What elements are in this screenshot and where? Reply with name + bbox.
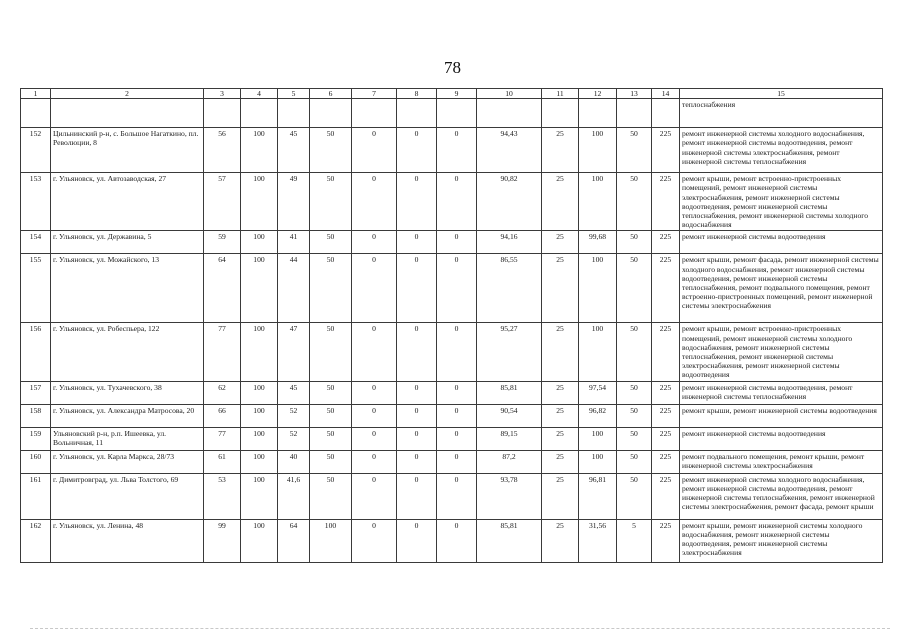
value-col-8: 0 (397, 173, 437, 231)
column-number: 15 (680, 89, 883, 99)
value-col-10: 85,81 (477, 381, 542, 404)
value-col-9: 0 (437, 381, 477, 404)
value-col-6: 50 (310, 450, 352, 473)
value-col-3: 77 (204, 323, 241, 381)
table-cell (542, 99, 579, 128)
value-col-8: 0 (397, 427, 437, 450)
table-row (21, 473, 883, 519)
value-col-11: 25 (542, 173, 579, 231)
table-cell (51, 99, 204, 128)
value-col-14: 225 (652, 427, 680, 450)
table-row (21, 381, 883, 404)
value-col-5: 45 (278, 128, 310, 173)
table-row (21, 427, 883, 450)
address-cell: г. Ульяновск, ул. Державина, 5 (51, 231, 204, 254)
address-cell: г. Ульяновск, ул. Робеспьера, 122 (51, 323, 204, 381)
work-description: ремонт инженерной системы водоотведения, ремонт инженерной системы теплоснабжения (680, 381, 883, 404)
row-number: 160 (21, 450, 51, 473)
value-col-13: 50 (617, 427, 652, 450)
value-col-14: 225 (652, 473, 680, 519)
value-col-4: 100 (241, 173, 278, 231)
value-col-4: 100 (241, 323, 278, 381)
value-col-10: 90,54 (477, 404, 542, 427)
value-col-11: 25 (542, 427, 579, 450)
value-col-9: 0 (437, 323, 477, 381)
value-col-13: 5 (617, 519, 652, 562)
table-cell (579, 99, 617, 128)
table-body (21, 99, 883, 562)
row-number: 162 (21, 519, 51, 562)
row-number: 157 (21, 381, 51, 404)
table-cell (437, 99, 477, 128)
column-number: 9 (437, 89, 477, 99)
table-row (21, 404, 883, 427)
value-col-12: 100 (579, 128, 617, 173)
value-col-4: 100 (241, 404, 278, 427)
value-col-9: 0 (437, 519, 477, 562)
value-col-14: 225 (652, 231, 680, 254)
address-cell: г. Ульяновск, ул. Тухачевского, 38 (51, 381, 204, 404)
value-col-13: 50 (617, 231, 652, 254)
work-description: теплоснабжения (680, 99, 883, 128)
value-col-12: 96,81 (579, 473, 617, 519)
value-col-7: 0 (352, 381, 397, 404)
value-col-5: 40 (278, 450, 310, 473)
value-col-6: 50 (310, 473, 352, 519)
column-number: 12 (579, 89, 617, 99)
value-col-10: 94,16 (477, 231, 542, 254)
value-col-10: 93,78 (477, 473, 542, 519)
value-col-7: 0 (352, 519, 397, 562)
column-number: 7 (352, 89, 397, 99)
value-col-9: 0 (437, 404, 477, 427)
value-col-9: 0 (437, 254, 477, 323)
value-col-6: 100 (310, 519, 352, 562)
value-col-7: 0 (352, 231, 397, 254)
value-col-11: 25 (542, 381, 579, 404)
table-cell (617, 99, 652, 128)
housing-repair-table (20, 88, 883, 563)
value-col-5: 52 (278, 427, 310, 450)
address-cell: Цильнинский р-н, с. Большое Нагаткино, пл. Революции, 8 (51, 128, 204, 173)
value-col-4: 100 (241, 450, 278, 473)
value-col-14: 225 (652, 381, 680, 404)
address-cell: г. Димитровград, ул. Льва Толстого, 69 (51, 473, 204, 519)
value-col-9: 0 (437, 427, 477, 450)
value-col-14: 225 (652, 404, 680, 427)
table-cell (310, 99, 352, 128)
row-number: 152 (21, 128, 51, 173)
value-col-8: 0 (397, 473, 437, 519)
value-col-8: 0 (397, 519, 437, 562)
address-cell: г. Ульяновск, ул. Можайского, 13 (51, 254, 204, 323)
value-col-5: 52 (278, 404, 310, 427)
value-col-6: 50 (310, 381, 352, 404)
value-col-7: 0 (352, 254, 397, 323)
row-number: 161 (21, 473, 51, 519)
value-col-5: 45 (278, 381, 310, 404)
value-col-6: 50 (310, 173, 352, 231)
value-col-6: 50 (310, 254, 352, 323)
value-col-7: 0 (352, 473, 397, 519)
value-col-3: 56 (204, 128, 241, 173)
value-col-6: 50 (310, 404, 352, 427)
column-number: 2 (51, 89, 204, 99)
value-col-4: 100 (241, 381, 278, 404)
value-col-9: 0 (437, 450, 477, 473)
value-col-12: 100 (579, 254, 617, 323)
page-bottom-rule (30, 628, 890, 629)
row-number: 153 (21, 173, 51, 231)
value-col-12: 100 (579, 427, 617, 450)
value-col-4: 100 (241, 519, 278, 562)
value-col-3: 62 (204, 381, 241, 404)
value-col-13: 50 (617, 381, 652, 404)
address-cell: г. Ульяновск, ул. Александра Матросова, 20 (51, 404, 204, 427)
work-description: ремонт крыши, ремонт встроенно-пристроенных помещений, ремонт инженерной системы электроснабжения, ремонт инженерной системы водоотведения, ремонт инженерной системы теплоснабжения, ремонт инженерной системы холодного водоснабжения (680, 173, 883, 231)
table-row (21, 519, 883, 562)
value-col-12: 100 (579, 323, 617, 381)
work-description: ремонт крыши, ремонт фасада, ремонт инженерной системы холодного водоснабжения, ремонт инженерной системы водоотведения, ремонт инженерной системы теплоснабжения, ремонт подвального помещения, ремонт встроенно-пристроенных помещений, ремонт инженерной системы электроснабжения (680, 254, 883, 323)
value-col-7: 0 (352, 323, 397, 381)
value-col-5: 41,6 (278, 473, 310, 519)
value-col-6: 50 (310, 231, 352, 254)
value-col-3: 99 (204, 519, 241, 562)
table-row (21, 450, 883, 473)
value-col-11: 25 (542, 128, 579, 173)
value-col-3: 57 (204, 173, 241, 231)
table-row (21, 254, 883, 323)
value-col-11: 25 (542, 404, 579, 427)
address-cell: г. Ульяновск, ул. Ленина, 48 (51, 519, 204, 562)
value-col-5: 49 (278, 173, 310, 231)
value-col-14: 225 (652, 450, 680, 473)
continuation-row (21, 99, 883, 128)
value-col-5: 44 (278, 254, 310, 323)
table-cell (477, 99, 542, 128)
value-col-11: 25 (542, 519, 579, 562)
value-col-3: 77 (204, 427, 241, 450)
row-number: 154 (21, 231, 51, 254)
work-description: ремонт крыши, ремонт встроенно-пристроенных помещений, ремонт инженерной системы холодного водоснабжения, ремонт инженерной системы теплоснабжения, ремонт инженерной системы электроснабжения, ремонт инженерной системы водоотведения (680, 323, 883, 381)
value-col-5: 64 (278, 519, 310, 562)
work-description: ремонт подвального помещения, ремонт крыши, ремонт инженерной системы электроснабжения (680, 450, 883, 473)
column-number: 11 (542, 89, 579, 99)
table-cell (204, 99, 241, 128)
address-cell: г. Ульяновск, ул. Автозаводская, 27 (51, 173, 204, 231)
value-col-10: 89,15 (477, 427, 542, 450)
work-description: ремонт инженерной системы водоотведения (680, 231, 883, 254)
value-col-7: 0 (352, 404, 397, 427)
value-col-13: 50 (617, 323, 652, 381)
value-col-12: 97,54 (579, 381, 617, 404)
value-col-9: 0 (437, 173, 477, 231)
table-row (21, 128, 883, 173)
row-number: 155 (21, 254, 51, 323)
value-col-12: 100 (579, 173, 617, 231)
value-col-3: 64 (204, 254, 241, 323)
column-number: 5 (278, 89, 310, 99)
value-col-8: 0 (397, 404, 437, 427)
row-number: 158 (21, 404, 51, 427)
table-cell (241, 99, 278, 128)
value-col-6: 50 (310, 427, 352, 450)
value-col-9: 0 (437, 473, 477, 519)
value-col-8: 0 (397, 450, 437, 473)
value-col-7: 0 (352, 450, 397, 473)
value-col-4: 100 (241, 254, 278, 323)
row-number: 156 (21, 323, 51, 381)
value-col-8: 0 (397, 381, 437, 404)
value-col-7: 0 (352, 128, 397, 173)
value-col-14: 225 (652, 173, 680, 231)
value-col-12: 100 (579, 450, 617, 473)
value-col-12: 31,56 (579, 519, 617, 562)
column-number: 6 (310, 89, 352, 99)
work-description: ремонт инженерной системы холодного водоснабжения, ремонт инженерной системы водоотведения, ремонт инженерной системы электроснабжения, ремонт инженерной системы теплоснабжения (680, 128, 883, 173)
value-col-13: 50 (617, 254, 652, 323)
value-col-13: 50 (617, 404, 652, 427)
column-number: 13 (617, 89, 652, 99)
value-col-10: 94,43 (477, 128, 542, 173)
value-col-14: 225 (652, 519, 680, 562)
value-col-8: 0 (397, 231, 437, 254)
work-description: ремонт крыши, ремонт инженерной системы водоотведения (680, 404, 883, 427)
column-number: 14 (652, 89, 680, 99)
value-col-3: 66 (204, 404, 241, 427)
value-col-8: 0 (397, 323, 437, 381)
value-col-11: 25 (542, 473, 579, 519)
value-col-14: 225 (652, 254, 680, 323)
column-number: 8 (397, 89, 437, 99)
value-col-13: 50 (617, 128, 652, 173)
value-col-5: 41 (278, 231, 310, 254)
column-number: 3 (204, 89, 241, 99)
value-col-8: 0 (397, 254, 437, 323)
value-col-4: 100 (241, 427, 278, 450)
value-col-9: 0 (437, 231, 477, 254)
value-col-10: 86,55 (477, 254, 542, 323)
value-col-4: 100 (241, 231, 278, 254)
value-col-10: 95,27 (477, 323, 542, 381)
value-col-10: 90,82 (477, 173, 542, 231)
value-col-6: 50 (310, 323, 352, 381)
column-number-row (21, 89, 883, 99)
table-row (21, 231, 883, 254)
value-col-7: 0 (352, 173, 397, 231)
table-cell (278, 99, 310, 128)
page-number: 78 (444, 58, 461, 77)
value-col-3: 59 (204, 231, 241, 254)
work-description: ремонт крыши, ремонт инженерной системы холодного водоснабжения, ремонт инженерной системы водоотведения, ремонт инженерной системы электроснабжения (680, 519, 883, 562)
value-col-3: 53 (204, 473, 241, 519)
value-col-14: 225 (652, 323, 680, 381)
row-number: 159 (21, 427, 51, 450)
value-col-11: 25 (542, 323, 579, 381)
value-col-6: 50 (310, 128, 352, 173)
value-col-10: 85,81 (477, 519, 542, 562)
column-number: 10 (477, 89, 542, 99)
value-col-10: 87,2 (477, 450, 542, 473)
value-col-5: 47 (278, 323, 310, 381)
value-col-13: 50 (617, 473, 652, 519)
value-col-11: 25 (542, 450, 579, 473)
table-cell (652, 99, 680, 128)
value-col-8: 0 (397, 128, 437, 173)
value-col-13: 50 (617, 450, 652, 473)
value-col-3: 61 (204, 450, 241, 473)
value-col-11: 25 (542, 254, 579, 323)
value-col-11: 25 (542, 231, 579, 254)
value-col-4: 100 (241, 128, 278, 173)
value-col-9: 0 (437, 128, 477, 173)
work-description: ремонт инженерной системы холодного водоснабжения, ремонт инженерной системы водоотведения, ремонт инженерной системы теплоснабжения, ремонт инженерной системы электроснабжения, ремонт фасада, ремонт крыши (680, 473, 883, 519)
table-cell (21, 99, 51, 128)
value-col-12: 96,82 (579, 404, 617, 427)
work-description: ремонт инженерной системы водоотведения (680, 427, 883, 450)
table-row (21, 173, 883, 231)
table-row (21, 323, 883, 381)
table-cell (352, 99, 397, 128)
value-col-14: 225 (652, 128, 680, 173)
address-cell: г. Ульяновск, ул. Карла Маркса, 28/73 (51, 450, 204, 473)
column-number: 1 (21, 89, 51, 99)
value-col-12: 99,68 (579, 231, 617, 254)
value-col-7: 0 (352, 427, 397, 450)
value-col-4: 100 (241, 473, 278, 519)
address-cell: Ульяновский р-н, р.п. Ишеевка, ул. Вольничная, 11 (51, 427, 204, 450)
table-cell (397, 99, 437, 128)
column-number: 4 (241, 89, 278, 99)
value-col-13: 50 (617, 173, 652, 231)
